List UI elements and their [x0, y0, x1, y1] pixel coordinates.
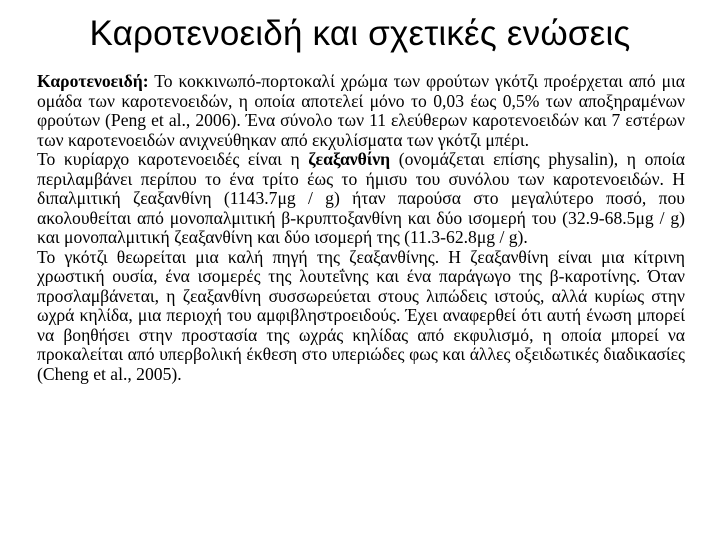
- paragraph-text-before: Το κυρίαρχο καροτενοειδές είναι η: [37, 149, 309, 169]
- paragraph-carotenoids: [37, 72, 685, 150]
- paragraph-lead-term: Καροτενοειδή:: [37, 71, 149, 91]
- paragraph-text-after: (ονομάζεται επίσης physalin), η οποία περιλαμβάνει περίπου το ένα τρίτο έως το ήμισυ του συνόλου των καροτενοειδών. Η διπαλμιτική ζεαξανθίνη (1143.7μg / g) ήταν παρούσα στο μεγαλύτερο ποσό, που ακολουθείται από μονοπαλμιτική β-κρυπτοξανθίνη και δύο ισομερή του (32.9-68.5μg / g) και μονοπαλμιτική ζεαξανθίνη και δύο ισομερή της (11.3-62.8μg / g).: [37, 149, 685, 247]
- paragraph-zeaxanthin-dominant: [37, 150, 685, 248]
- paragraph-text: Το γκότζι θεωρείται μια καλή πηγή της ζεαξανθίνης. Η ζεαξανθίνη είναι μια κίτρινη χρωστική ουσία, ένα ισομερές της λουτεΐνης και ένα παράγωγο της β-καροτίνης. Όταν προσλαμβάνεται, η ζεαξανθίνη συσσωρεύεται στους λιπώδεις ιστούς, αλλά κυρίως στην ωχρά κηλίδα, μια περιοχή του αμφιβληστροειδούς. Έχει αναφερθεί ότι αυτή ένωση μπορεί να βοηθήσει στην προστασία της ωχράς κηλίδας από εκφυλισμό, η οποία μπορεί να προκαλείται από υπερβολική έκθεση στο υπεριώδες φως και άλλες οξειδωτικές διαδικασίες (Cheng et al., 2005).: [37, 246, 685, 384]
- emphasized-term: ζεαξανθίνη: [308, 149, 391, 169]
- slide-title: Καροτενοειδή και σχετικές ενώσεις: [89, 14, 631, 53]
- slide-body: [37, 72, 685, 384]
- paragraph-text: Το κοκκινωπό-πορτοκαλί χρώμα των φρούτων γκότζι προέρχεται από μια ομάδα των καροτενοειδών, η οποία αποτελεί μόνο το 0,03 έως 0,5% των αποξηραμένων φρούτων (Peng et al., 2006). Ένα σύνολο των 11 ελεύθερων καροτενοειδών και 7 εστέρων των καροτενοειδών ανιχνεύθηκαν από εκχυλίσματα των γκότζι μπέρι.: [37, 71, 685, 150]
- paragraph-goji-zeaxanthin-source: [37, 248, 685, 385]
